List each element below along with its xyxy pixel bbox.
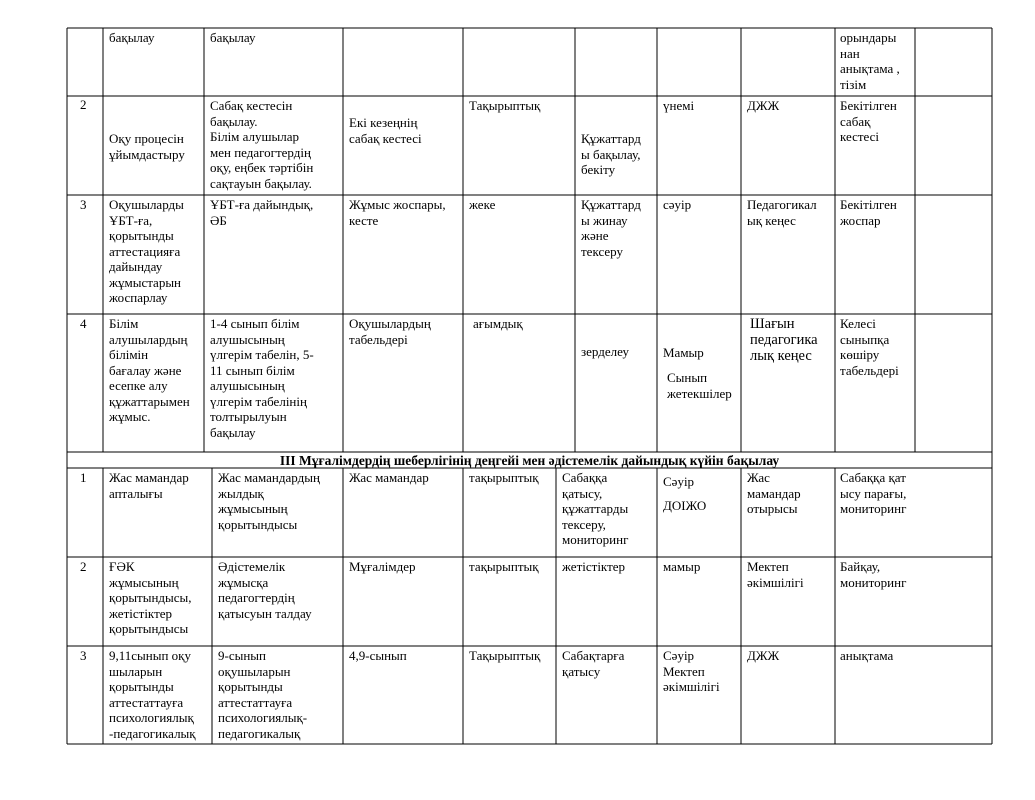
cell-r3-c4: ағымдық (473, 316, 523, 331)
cell-b2-c4: тақырыптық (469, 559, 539, 574)
cell-r0-c8: орындары нан анықтама , тізім (840, 30, 900, 92)
cell-b1-c6: Сәуір ДОІЖО (663, 474, 707, 513)
cell-b3-c2: 9-сынып оқушыларын қорытынды аттестаттауға психологиялық- педагогикалық (218, 648, 308, 741)
cell-r1-c4: Тақырыптық (469, 98, 541, 113)
cell-r2-c4: жеке (469, 197, 496, 212)
cell-b2-c7: Мектеп әкімшілігі (747, 559, 804, 590)
cell-r2-c6: сәуір (663, 197, 692, 212)
cell-r2-c5: Құжаттард ы жинау және тексеру (581, 197, 641, 259)
cell-r1-c1: Оқу процесін ұйымдастыру (109, 131, 185, 162)
cell-b1-c2: Жас мамандардың жылдық жұмысының қорытындысы (218, 470, 320, 532)
cell-b2-c5: жетістіктер (562, 559, 626, 574)
cell-b3-c4: Тақырыптық (469, 648, 541, 663)
cell-b3-c8: анықтама (840, 648, 894, 663)
cell-r2-c1: Оқушыларды ҰБТ-ға, қорытынды аттестацияға дайындау жұмыстарын жоспарлау (109, 197, 184, 305)
cell-b3-c7: ДЖЖ (747, 648, 780, 663)
cell-b1-c5: Сабаққа қатысу, құжаттарды тексеру, мониторинг (562, 470, 629, 547)
cell-r2-c7: Педагогикал ық кеңес (747, 197, 817, 228)
cell-b1-c7: Жас мамандар отырысы (747, 470, 801, 516)
cell-b3-c6: Сәуір Мектеп әкімшілігі (663, 648, 720, 694)
cell-r1-c8: Бекітілген сабақ кестесі (840, 98, 897, 144)
cell-r1-c5: Құжаттард ы бақылау, бекіту (581, 131, 641, 177)
cell-b1-c3: Жас мамандар (349, 470, 429, 485)
cell-r1-num: 2 (80, 97, 87, 112)
cell-r2-c3: Жұмыс жоспары, кесте (349, 197, 446, 228)
cell-r3-c8: Келесі сыныпқа көшіру табельдері (840, 316, 899, 378)
cell-b1-c4: тақырыптық (469, 470, 539, 485)
cell-b2-c1: ҒӘК жұмысының қорытындысы, жетістіктер қорытындысы (109, 559, 192, 636)
cell-b1-num: 1 (80, 470, 87, 485)
cell-r2-c2: ҰБТ-ға дайындық, ӘБ (210, 197, 314, 228)
cell-b2-c2: Әдістемелік жұмысқа педагогтердің қатысуын талдау (218, 559, 312, 621)
cell-r2-c8: Бекітілген жоспар (840, 197, 897, 228)
cell-b3-num: 3 (80, 648, 87, 663)
cell-r3-c7: Шағын педагогика лық кеңес (750, 316, 818, 364)
cell-r3-num: 4 (80, 316, 87, 331)
cell-r3-c2: 1-4 сынып білім алушысының үлгерім табелін, 5- 11 сынып білім алушысының үлгерім табелінің толтырылуын бақылау (210, 316, 314, 440)
cell-r3-c6a: Мамыр (663, 345, 704, 360)
cell-r1-c7: ДЖЖ (747, 98, 780, 113)
cell-r0-c2: бақылау (210, 30, 256, 45)
cell-b3-c5: Сабақтарға қатысу (562, 648, 625, 679)
cell-b3-c3: 4,9-сынып (349, 648, 407, 663)
cell-r1-c6: үнемі (663, 98, 695, 113)
cell-b1-c1: Жас мамандар апталығы (109, 470, 189, 501)
cell-r2-num: 3 (80, 197, 87, 212)
cell-b2-c3: Мұғалімдер (349, 559, 416, 574)
cell-r3-c5: зерделеу (581, 344, 630, 359)
cell-r1-c2: Сабақ кестесін бақылау. Білім алушылар мен педагогтердің оқу, еңбек тәртібін сақтауын бақылау. (210, 98, 314, 191)
cell-r3-c1: Білім алушылардың білімін бағалау және есепке алу құжаттарымен жұмыс. (109, 316, 190, 424)
cell-b2-c8: Байқау, мониторинг (840, 559, 907, 590)
cell-b2-num: 2 (80, 559, 87, 574)
cell-b1-c8: Сабаққа қат ысу парағы, мониторинг (840, 470, 907, 516)
cell-b2-c6: мамыр (663, 559, 701, 574)
cell-r3-c6b: Сынып жетекшілер (667, 370, 732, 401)
cell-r0-c1: бақылау (109, 30, 155, 45)
cell-r1-c3: Екі кезеңнің сабақ кестесі (349, 115, 422, 146)
section-title: ІІІ Мұғалімдердің шеберлігінің деңгейі мен әдістемелік дайындық күйін бақылау (279, 453, 780, 468)
cell-r3-c3: Оқушылардың табельдері (349, 316, 431, 347)
cell-b3-c1: 9,11сынып оқу шыларын қорытынды аттестаттауға психологиялық -педагогикалық (109, 648, 196, 741)
